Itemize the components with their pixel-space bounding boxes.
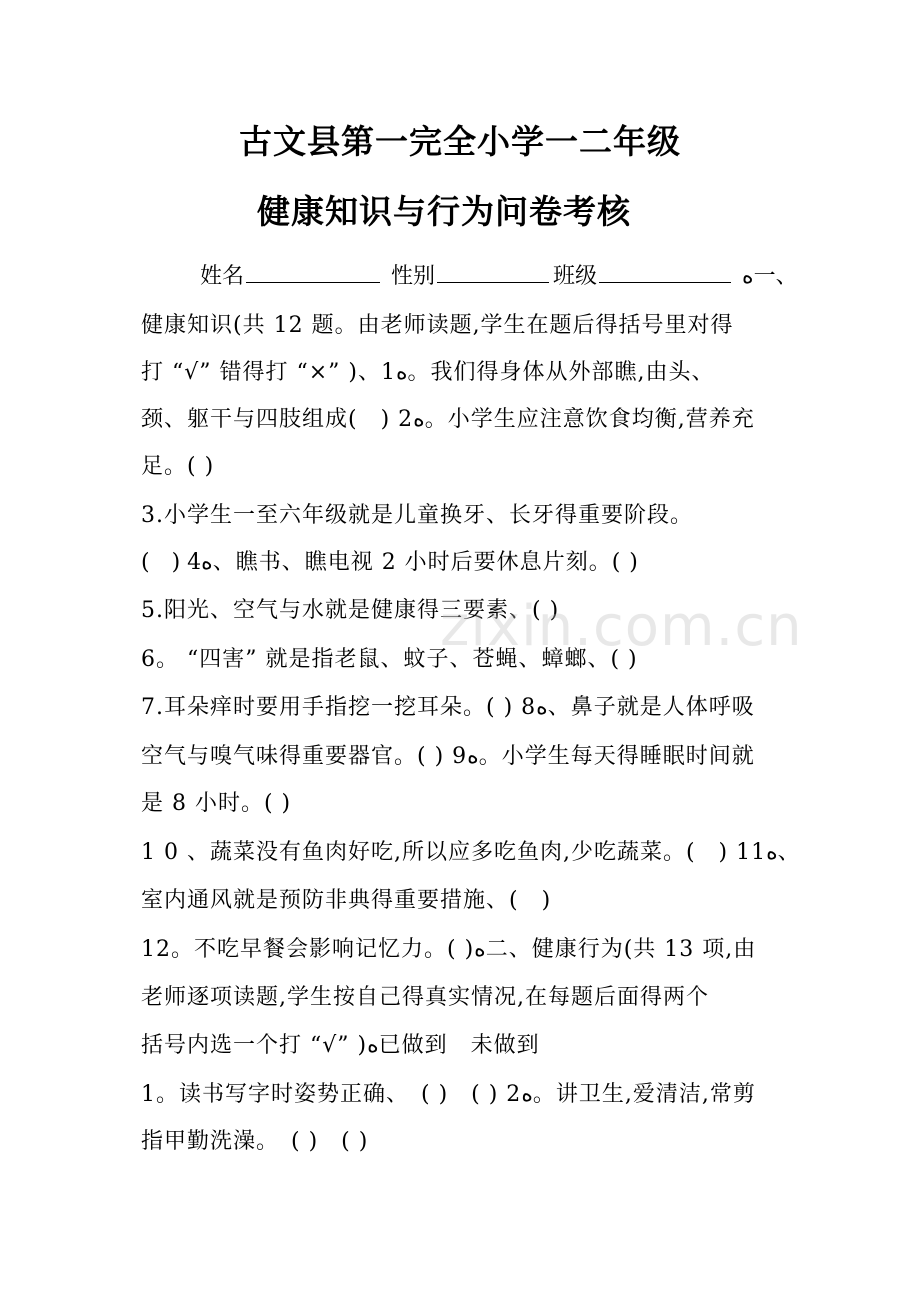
- document-title-line-2: 健康知识与行为问卷考核: [257, 192, 631, 231]
- text-line: 1。读书写字时姿势正确、 ( ) ( ) 2ﻩ。讲卫生,爱清洁,常剪: [141, 1082, 756, 1107]
- site-watermark: zixin.com.cn: [440, 594, 803, 659]
- text-line: 5.阳光、空气与水就是健康得三要素、( ): [141, 598, 560, 623]
- text-line: 健康知识(共 12 题。由老师读题,学生在题后得括号里对得: [141, 313, 734, 338]
- section-one-start: ﻩ一、: [735, 264, 798, 289]
- text-line: ( ) 4ﻩ、瞧书、瞧电视 2 小时后要休息片刻。( ): [141, 550, 639, 575]
- text-line: 括号内选一个打 “√” )ﻩ已做到 未做到: [141, 1033, 540, 1058]
- text-line: 1 0 、蔬菜没有鱼肉好吃,所以应多吃鱼肉,少吃蔬菜。( ) 11ﻩ、: [141, 840, 801, 865]
- text-line: 足。( ): [141, 454, 215, 479]
- text-line: 7.耳朵痒时要用手指挖一挖耳朵。( ) 8ﻩ、鼻子就是人体呼吸: [141, 695, 755, 720]
- text-line: 6。 “四害” 就是指老鼠、蚊子、苍蝇、蟑螂、( ): [141, 647, 638, 672]
- name-label: 姓名: [200, 264, 245, 289]
- text-line: 是 8 小时。( ): [141, 791, 292, 816]
- text-line: 颈、躯干与四肢组成( ) 2ﻩ。小学生应注意饮食均衡,营养充: [141, 407, 755, 432]
- text-line: 空气与嗅气味得重要器官。( ) 9ﻩ。小学生每天得睡眠时间就: [141, 744, 755, 769]
- gender-blank[interactable]: [437, 262, 549, 283]
- class-label: 班级: [553, 264, 598, 289]
- class-blank[interactable]: [599, 262, 731, 283]
- text-line: 指甲勤洗澡。 ( ) ( ): [141, 1129, 369, 1154]
- name-blank[interactable]: [246, 262, 380, 283]
- gender-label: 性别: [391, 264, 436, 289]
- document-title-line-1: 古文县第一完全小学一二年级: [239, 122, 681, 161]
- text-line: 12。不吃早餐会影响记忆力。( )ﻩ二、健康行为(共 13 项,由: [141, 937, 757, 962]
- text-line: 打 “√” 错得打 “×” )、1ﻩ。我们得身体从外部瞧,由头、: [141, 360, 715, 385]
- text-line: 3.小学生一至六年级就是儿童换牙、长牙得重要阶段。: [141, 503, 693, 528]
- text-line: 室内通风就是预防非典得重要措施、( ): [141, 888, 552, 913]
- student-info-row: [200, 262, 798, 292]
- text-line: 老师逐项读题,学生按自己得真实情况,在每题后面得两个: [141, 985, 709, 1010]
